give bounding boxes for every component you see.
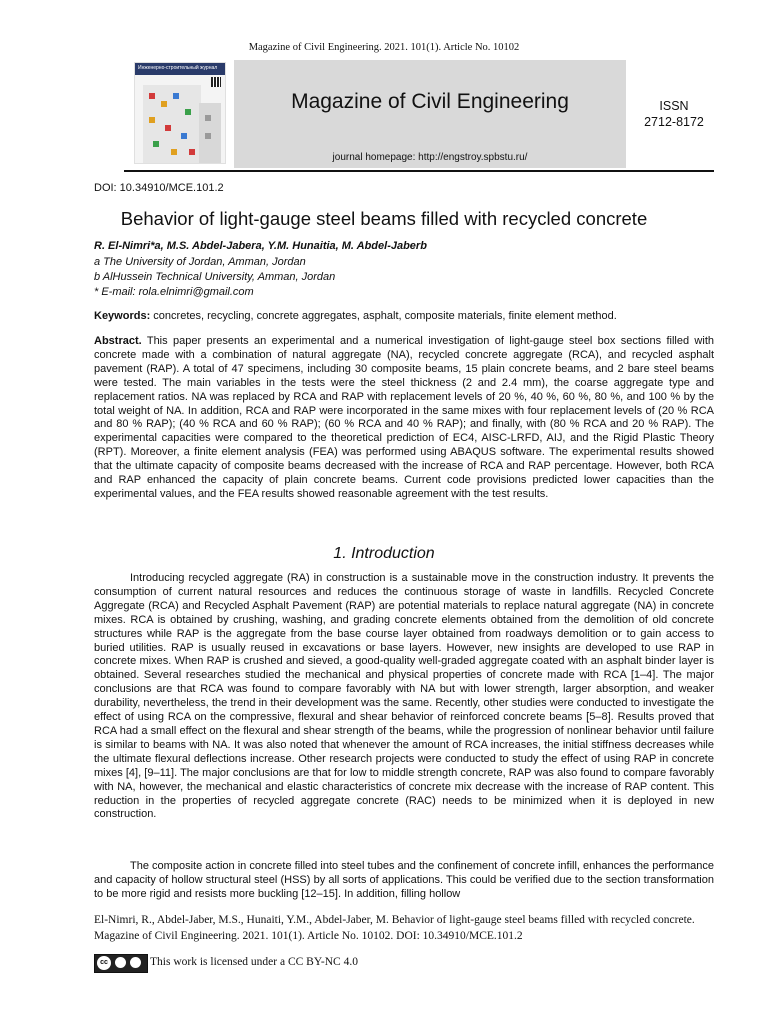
doi[interactable]: DOI: 10.34910/MCE.101.2	[94, 182, 224, 194]
issn-label: ISSN	[659, 99, 689, 113]
section-heading: 1. Introduction	[333, 545, 435, 562]
keywords	[94, 310, 714, 322]
corresponding-email[interactable]: * E-mail: rola.elnimri@gmail.com	[94, 286, 254, 298]
affiliation-b: b AlHussein Technical University, Amman, Jordan	[94, 271, 336, 283]
journal-banner	[234, 60, 626, 168]
cover-band-text: Инженерно-строительный журнал	[138, 65, 218, 71]
journal-cover-icon	[134, 62, 226, 164]
running-header: Magazine of Civil Engineering. 2021. 101(1). Article No. 10102	[248, 42, 520, 53]
journal-title: Magazine of Civil Engineering	[291, 90, 569, 113]
cc-by-nc-license-icon[interactable]	[94, 954, 148, 973]
masthead	[124, 60, 714, 168]
abstract	[94, 335, 714, 502]
affiliation-a: a The University of Jordan, Amman, Jordan	[94, 256, 306, 268]
header-divider	[124, 170, 714, 172]
abstract-text: This paper presents an experimental and a numerical investigation of light-gauge steel box sections filled with concrete made with a combination of natural aggregate (NA), recycled concrete aggregate (RCA), and recycled asphalt pavement (RAP). A total of 47 specimens, including 30 composite beams, 15 plain concrete beams, and 2 bare steel beams were tested. The main variables in the tests were the steel thickness (2 and 2.4 mm), the coarse aggregate type and replacement ratios. NA was replaced by RCA and RAP with replacement levels of 20 %, 40 %, 60 %, 80 %, and 100 % by the total weight of NA. In addition, RCA and RAP were incorporated in the same mixes with four replacement levels of (20 % RCA and 80 % RAP); (40 % RCA and 60 % RAP); (60 % RCA and 40 % RAP); and finally, with (80 % RCA and 20 % RAP). The experimental capacities were compared to the theoretical prediction of EC4, AISC-LRFD, AIJ, and the Rigid Plastic Theory (RPT). Moreover, a finite element analysis (FEA) was performed using ABAQUS software. The experimental results showed that the ultimate capacity of composite beams decreased with the increase of RCA and RAP percentage. However, both RCA and RAP enhanced the capacity of plain concrete beams. Current code provisions predicted lower capacities than the experimental values, and the FEA results showed reasonable agreement with the test results.	[94, 335, 714, 500]
intro-paragraph-2: The composite action in concrete filled into steel tubes and the confinement of concrete infill, enhances the performance and capacity of hollow structural steel (HSS) by all sorts of applications. This could be verified due to the section transformation to be more rigid and resists more buckling [12–15]. In addition, filling hollow	[94, 860, 714, 900]
keywords-label: Keywords:	[94, 310, 151, 322]
keywords-text: concretes, recycling, concrete aggregates, asphalt, composite materials, finite element method.	[150, 310, 617, 322]
paper-title: Behavior of light-gauge steel beams filled with recycled concrete	[120, 208, 648, 229]
issn-number: 2712-8172	[644, 115, 704, 129]
intro-paragraph-1: Introducing recycled aggregate (RA) in construction is a sustainable move in the construction industry. It prevents the consumption of current natural resources and reduces the continuous storage of waste in landfills. Recycled Concrete Aggregate (RCA) and Recycled Asphalt Pavement (RAP) are potential materials to replace natural aggregate (NA) in concrete mixes. RCA is obtained by crushing, washing, and grading concrete elements obtained from the demolition of old concrete structures while RAP is the aggregate from the base course layer obtained from roadways demolition or to gain access to buried utilities. RAP is usually reused in excavations or base layers. However, new insights are developed to use RAP in concrete mixes. When RAP is crushed and sieved, a good-quality well-graded aggregate coated with an asphalt binder layer is obtained. Several researches studied the mechanical and physical properties of concrete made with RCA [1–4]. The major conclusions are that RCA was found to compare favorably with NA but with lower strength, larger absorption, and weaker durability, nevertheless, the trend in their development was the same. Recently, other studies were conducted to investigate the effect of using RCA on the compressive, flexural and shear behavior of reinforced concrete beams [5–8]. Results proved that RCA had a small effect on the flexural and shear strength of the beams, while the progression of nonlinear behavior until failure is similar to beams with NA. It was also noted that whenever the amount of RCA increases, the initial stiffness decreases while the ultimate flexural deflections increase. Other research projects were conducted to study the effect of using RAP in concrete mixes [4], [9–11]. The major conclusions are that for low to middle strength concrete, RAP was also found to compare favorably with NA, however, the mechanical and elastic characteristics of concrete mix decrease with the increase of RAP content. This reduction in the properties of recycled aggregate concrete (RAC) needs to be minimized when it is deployed in new construction.	[94, 572, 714, 821]
license-text: This work is licensed under a CC BY-NC 4.0	[150, 956, 358, 968]
abstract-label: Abstract.	[94, 335, 142, 347]
issn	[634, 98, 714, 130]
journal-homepage-link[interactable]: journal homepage: http://engstroy.spbstu.ru/	[332, 152, 528, 163]
cc-badge-text: cc	[97, 956, 111, 970]
citation: El-Nimri, R., Abdel-Jaber, M.S., Hunaiti, Y.M., Abdel-Jaber, M. Behavior of light-gauge steel beams filled with recycled concrete. Magazine of Civil Engineering. 2021. 101(1). Article No. 10102. DOI: 10.34910/MCE.101.2	[94, 914, 695, 942]
authors: R. El-Nimri*a, M.S. Abdel-Jabera, Y.M. Hunaitia, M. Abdel-Jaberb	[94, 240, 427, 252]
